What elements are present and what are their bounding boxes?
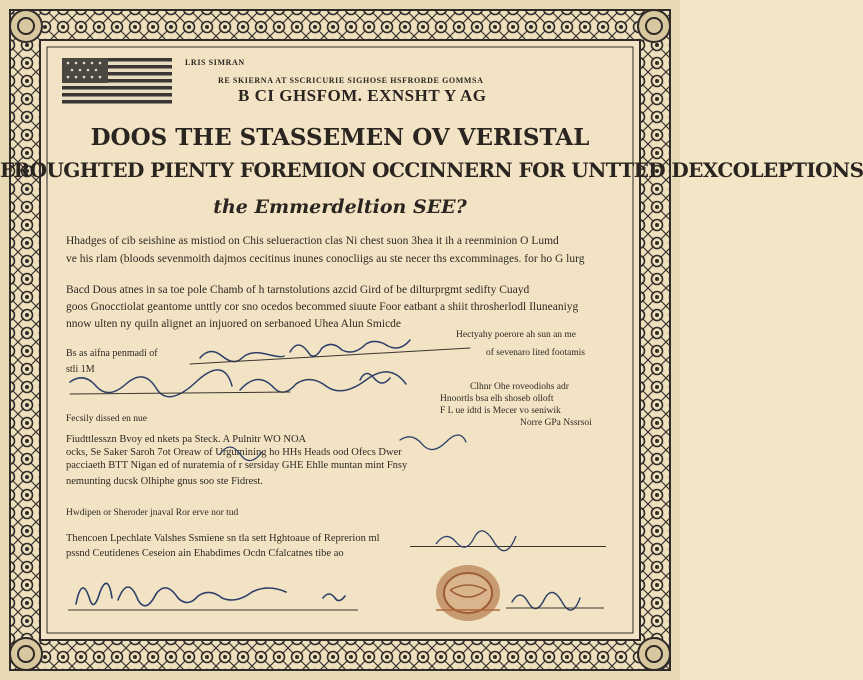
para1-line: ve his rlam (bloods sevenmoith dajmos cecitinus inunes conocliigs au ste necer ths excomminages. for ho G lurg (66, 253, 585, 265)
para2-line: nnow ulten ny quiln alignet an injuored on serbanoed Uhea Alun Smicde (66, 318, 402, 330)
bottom-line-1: Thencoen Lpechlate Valshes Ssmiene sn tla sett Hghtoaue of Reprerion ml (66, 533, 380, 544)
title-line-1: DOOS THE STASSEMEN OV VERISTAL (90, 124, 590, 151)
title-line-3: the Emmerdeltion SEE? (213, 196, 467, 218)
header-small-line: LRIS SIMRAN (185, 58, 245, 67)
us-flag-icon (62, 58, 172, 104)
filled-label: Fecsily dissed en nue (66, 414, 148, 424)
filled-right-label: of sevenaro lited footamis (486, 348, 585, 358)
signature-right (506, 584, 606, 614)
handwritten-overlay (200, 430, 540, 470)
filled3-line: pacciaeth BTT Nigan ed of nuratemia of r sersiday GHE Ehlle muntan mint Fnsy (66, 460, 408, 471)
filled-right-label: Clhnr Ohe roveodiohs adr (470, 382, 569, 392)
bottom-line-2: pssnd Ceutidenes Ceseion ain Ehabdimes Ocdn Cfalcatnes tibe ao (66, 548, 344, 559)
filled3-line: ocks, Se Saker Saroh 7ot Oreaw of Urgumining ho HHs Heads ood Ofecs Dwer (66, 447, 402, 458)
filled3-line: Fiudttlesszn Bvoy ed nkets pa Steck. A Pulnitr WO NOA (66, 434, 307, 445)
wax-seal-icon (430, 560, 506, 626)
signature-left (68, 570, 368, 620)
filled-right-label: F L ue idtd is Mecer vo seniwik (440, 406, 561, 416)
title-line-2: FROUGHTED PIENTY FOREMION OCCINNERN FOR UNTTED DEXCOLEPTIONS (0, 158, 863, 182)
para2-line: Bacd Dous atnes in sa toe pole Chamb of h tarnstolutions azcid Gird of be dilturprgmt sedifty Cuayd (66, 284, 530, 296)
filled-label: Bs as aifna penmadi of (66, 348, 158, 359)
header-sub-line: RE SKIERNA AT SSCRICURIE SIGHOSE HSFRORDE GOMMSA (218, 76, 484, 85)
filled-label: stli 1M (66, 364, 95, 375)
bottom-small-line: Hwdipen or Sheroder jnaval Ror erve nor tud (66, 508, 239, 518)
para2-line: goos Gnocctiolat geantome unttly cor sno ocedos becommed siuute Foor eatbant a shiit throsherlodl Iluneaniyg (66, 301, 579, 313)
filled-right-label: Hnoortls bsa elh shoseb olloft (440, 394, 554, 404)
header-heading: B CI GHSFOM. EXNSHT Y AG (238, 86, 487, 105)
filled-right-label: Norre GPa Nssrsoi (520, 418, 592, 428)
handwritten-entries (60, 330, 480, 430)
para1-line: Hhadges of cib seishine as mistiod on Chis selueraction clas Ni chest suon 3hea it ih a reenminion O Lumd (66, 235, 559, 247)
handwritten-signature-top (430, 528, 530, 550)
filled-right-label: Hectyahy poerore ah sun an me (456, 330, 577, 340)
filled3-line: nemunting ducsk Olhiphe gnus soo ste Fidrest. (66, 476, 263, 487)
